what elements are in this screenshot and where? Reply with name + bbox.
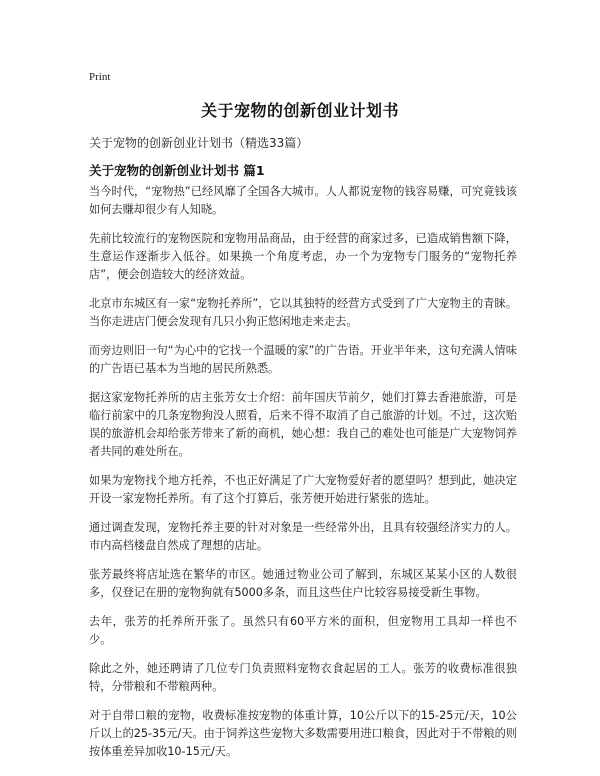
paragraph: 当今时代，“宠物热”已经风靡了全国各大城市。人人都说宠物的钱容易赚，可究竟钱该如何去赚却很少有人知晓。 xyxy=(89,185,517,216)
paragraph: 通过调查发现，宠物托养主要的针对对象是一些经常外出，且具有较强经济实力的人。市内高档楼盘自然成了理想的店址。 xyxy=(89,521,517,552)
document-subtitle: 关于宠物的创新创业计划书（精选33篇） xyxy=(89,136,309,150)
section-heading: 关于宠物的创新创业计划书 篇1 xyxy=(89,163,265,178)
paragraph: 如果为宠物找个地方托养，不也正好满足了广大宠物爱好者的愿望吗？想到此，她决定开设一家宠物托养所。有了这个打算后，张芳便开始进行紧张的选址。 xyxy=(89,474,517,505)
page-title: 关于宠物的创新创业计划书 xyxy=(200,101,399,120)
print-label[interactable]: Print xyxy=(89,71,111,83)
paragraph: 除此之外，她还聘请了几位专门负责照料宠物衣食起居的工人。张芳的收费标准很独特，分带粮和不带粮两种。 xyxy=(89,662,517,693)
paragraph: 而旁边则旧一句“为心中的它找一个温暖的家”的广告语。开业半年来，这句充满人情味的广告语已基本为当地的居民所熟悉。 xyxy=(89,344,517,375)
paragraph: 对于自带口粮的宠物，收费标准按宠物的体重计算，10公斤以下的15-25元/天，10公斤以上的25-35元/天。由于饲养这些宠物大多数需要用进口粮食，因此对于不带粮的则按体重差异加收10-15元/天。 xyxy=(89,709,517,758)
paragraph: 先前比较流行的宠物医院和宠物用品商品，由于经营的商家过多，已造成销售额下降，生意运作逐渐步入低谷。如果换一个角度考虑，办一个为宠物专门服务的“宠物托养店”，便会创造较大的经济效益。 xyxy=(89,232,517,281)
paragraph: 据这家宠物托养所的店主张芳女士介绍：前年国庆节前夕，她们打算去香港旅游，可是临行前家中的几条宠物狗没人照看，后来不得不取消了自己旅游的计划。不过，这次贻误的旅游机会却给张芳带来了新的商机，她心想：我自己的难处也可能是广大宠物饲养者共同的难处所在。 xyxy=(89,391,517,458)
paragraph: 去年，张芳的托养所开张了。虽然只有60平方米的面积，但宠物用工具却一样也不少。 xyxy=(89,615,517,646)
document-body xyxy=(89,183,517,772)
paragraph: 北京市东城区有一家“宠物托养所”，它以其独特的经营方式受到了广大宠物主的青睐。当你走进店门便会发现有几只小狗正悠闲地走来走去。 xyxy=(89,297,517,328)
paragraph: 张芳最终将店址选在繁华的市区。她通过物业公司了解到，东城区某某小区的人数很多，仅登记在册的宠物狗就有5000多条，而且这些住户比较容易接受新生事物。 xyxy=(89,568,517,599)
